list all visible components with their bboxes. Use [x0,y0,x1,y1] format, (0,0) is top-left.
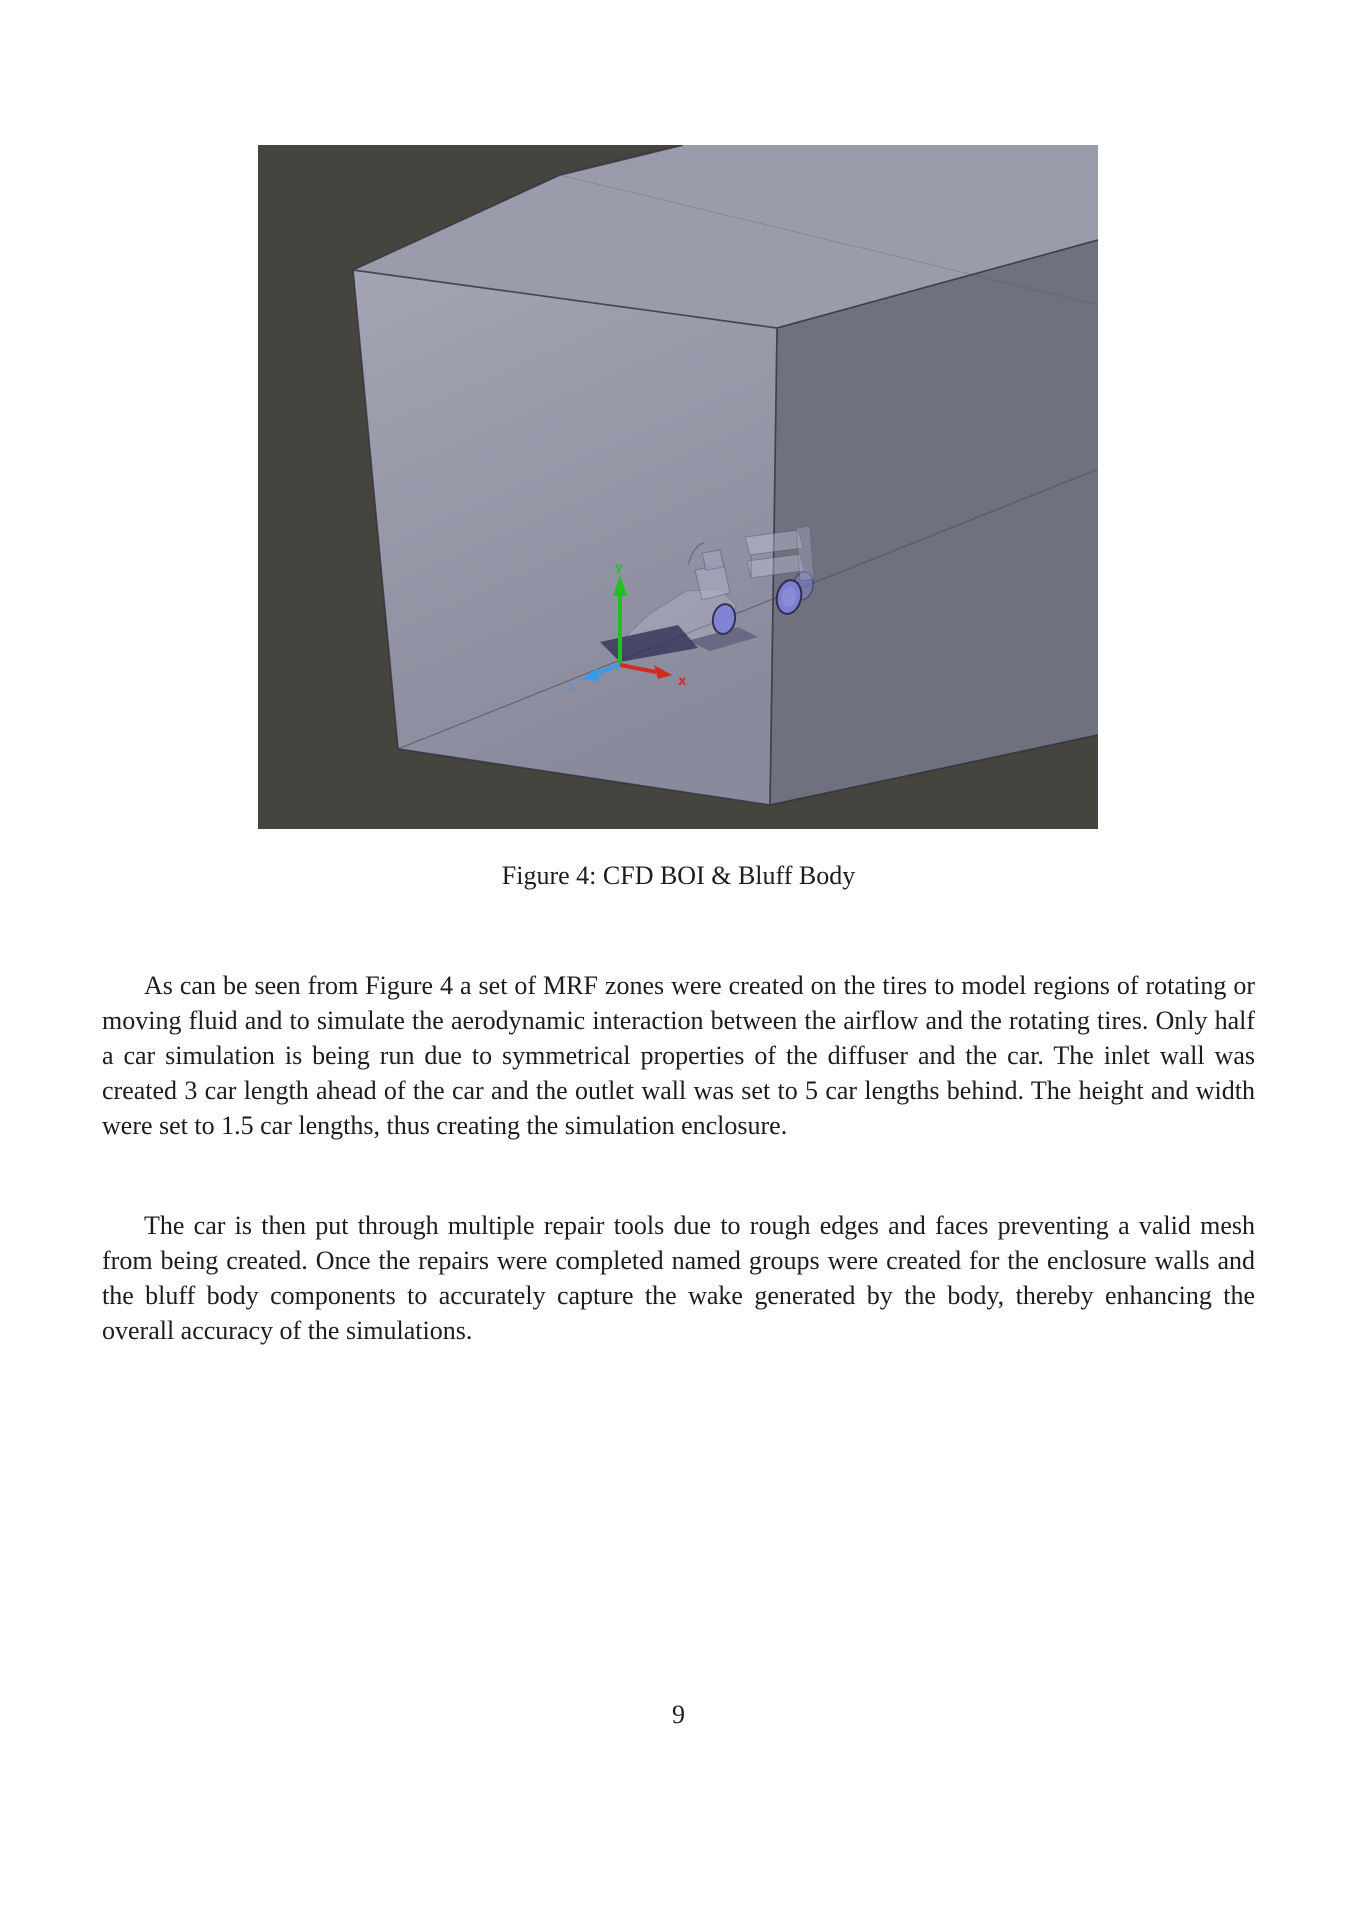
x-axis-label: x [678,674,687,689]
z-axis-label: z [568,680,575,693]
enclosure-right-face [770,240,1098,805]
cfd-viewport-graphic [258,145,1098,829]
enclosure-front-face [353,270,777,805]
figure-caption: Figure 4: CFD BOI & Bluff Body [501,861,856,890]
page-number: 9 [672,1700,685,1729]
car-headrest [702,550,724,570]
figure-image [258,145,1098,829]
paragraph-2: The car is then put through multiple repair tools due to rough edges and faces preventing a valid mesh from being created. Once the repairs were completed named groups were created for the enclosure walls and the bluff body components to accurately capture the wake generated by the body, thereby enhancing the overall accuracy of the simulations. [102,1211,1255,1345]
paragraph-1: As can be seen from Figure 4 a set of MRF zones were created on the tires to model regions of rotating or moving fluid and to simulate the aerodynamic interaction between the airflow and the rotating tires. Only half a car simulation is being run due to symmetrical properties of the diffuser and the car. The inlet wall was created 3 car length ahead of the car and the outlet wall was set to 5 car lengths behind. The height and width were set to 1.5 car lengths, thus creating the simulation enclosure. [102,971,1255,1140]
y-axis-label: y [615,560,623,574]
